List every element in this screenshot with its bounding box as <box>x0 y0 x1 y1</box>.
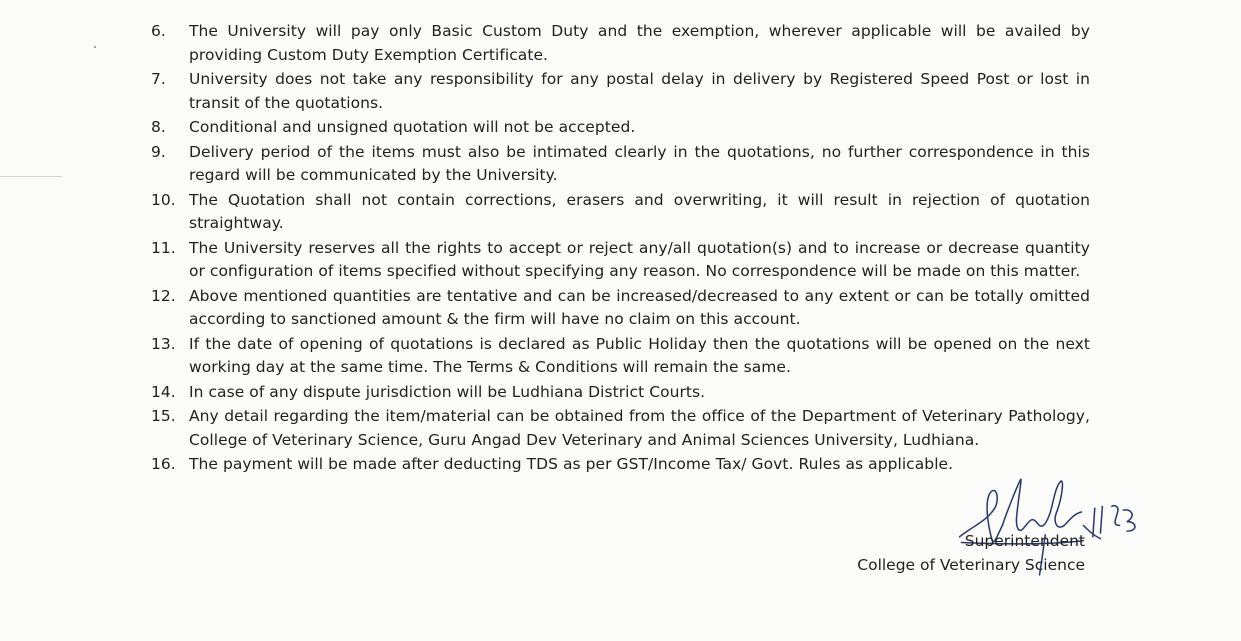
term-item <box>150 285 1090 332</box>
term-item <box>150 381 1090 405</box>
term-item <box>150 333 1090 380</box>
term-text: Delivery period of the items must also be intimated clearly in the quotations, no further correspondence in this regard will be communicated by the University. <box>189 142 1090 184</box>
term-item <box>150 20 1090 67</box>
term-text: The University reserves all the rights to accept or reject any/all quotation(s) and to increase or decrease quantity or configuration of items specified without specifying any reason. No correspondence will be made on this matter. <box>189 238 1090 280</box>
term-text: The payment will be made after deducting TDS as per GST/Income Tax/ Govt. Rules as applicable. <box>189 455 954 473</box>
term-number: 11. <box>151 238 176 257</box>
term-text: Any detail regarding the item/material can be obtained from the office of the Department of Veterinary Pathology, College of Veterinary Science, Guru Angad Dev Veterinary and Animal Sciences University, Ludhiana. <box>189 407 1090 449</box>
term-number: 14. <box>151 382 176 401</box>
term-item <box>150 116 1090 140</box>
term-item <box>150 237 1090 284</box>
term-item <box>150 68 1090 115</box>
term-item <box>150 405 1090 452</box>
term-number: 9. <box>151 142 166 161</box>
term-text: If the date of opening of quotations is declared as Public Holiday then the quotations will be opened on the next working day at the same time. The Terms & Conditions will remain the same. <box>189 334 1090 376</box>
term-text: The University will pay only Basic Custom Duty and the exemption, wherever applicable will be availed by providing Custom Duty Exemption Certificate. <box>189 22 1090 64</box>
term-item <box>150 189 1090 236</box>
term-text: In case of any dispute jurisdiction will be Ludhiana District Courts. <box>189 382 706 401</box>
term-number: 13. <box>151 334 176 353</box>
term-item <box>150 141 1090 188</box>
term-number: 12. <box>151 286 176 305</box>
term-text: The Quotation shall not contain corrections, erasers and overwriting, it will result in rejection of quotation straightway. <box>189 190 1090 232</box>
signatory-title: Superintendent <box>964 532 1085 550</box>
term-number: 15. <box>151 407 176 425</box>
signatory-office: College of Veterinary Science <box>857 556 1085 574</box>
terms-list <box>150 20 1090 478</box>
term-text: Conditional and unsigned quotation will not be accepted. <box>189 118 636 136</box>
scan-artifact <box>94 46 96 48</box>
term-text: University does not take any responsibility for any postal delay in delivery by Registered Speed Post or lost in transit of the quotations. <box>189 70 1090 112</box>
term-text: Above mentioned quantities are tentative and can be increased/decreased to any extent or can be totally omitted according to sanctioned amount & the firm will have no claim on this account. <box>189 286 1090 328</box>
scan-artifact <box>0 176 62 177</box>
term-number: 8. <box>151 118 166 136</box>
term-number: 16. <box>151 455 176 473</box>
term-number: 10. <box>151 190 176 209</box>
term-item <box>150 453 1090 477</box>
term-number: 7. <box>151 70 166 88</box>
term-number: 6. <box>151 22 166 40</box>
